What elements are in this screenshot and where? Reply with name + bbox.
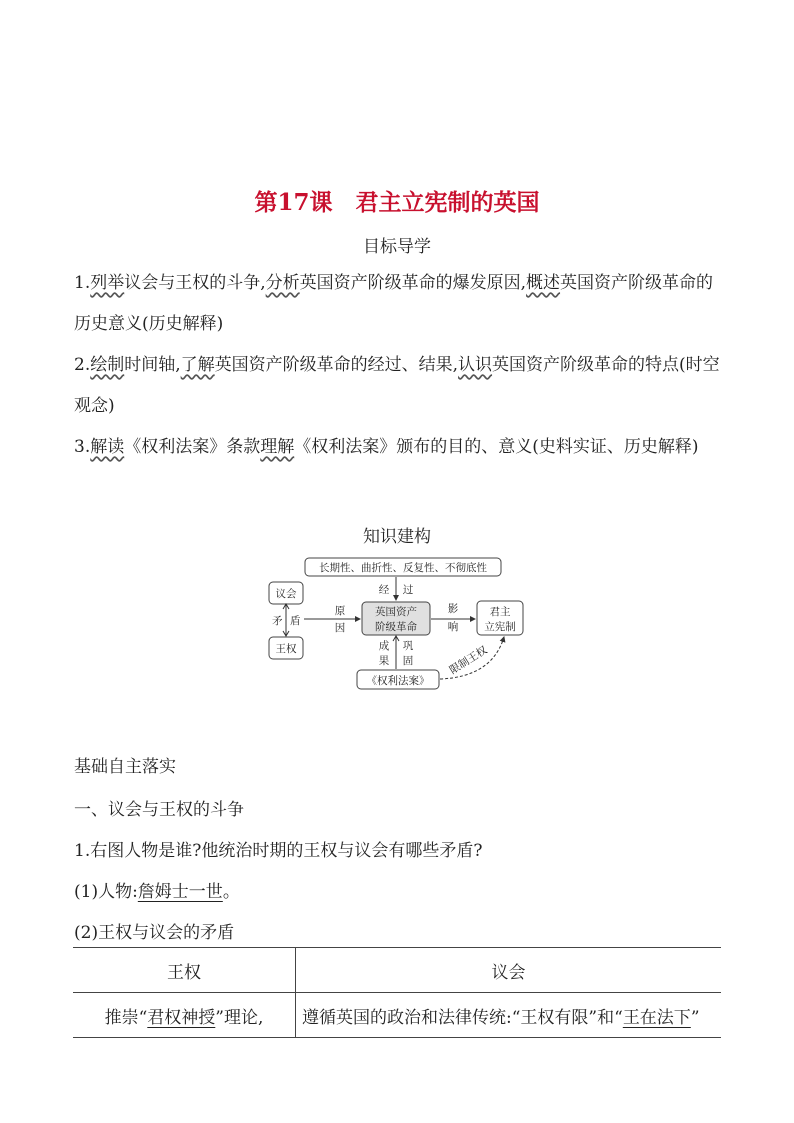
consolidate-label-1: 巩 [402, 640, 414, 652]
parliament-label: 议会 [275, 588, 297, 600]
answer-1 [74, 877, 240, 902]
process-label-1: 经 [378, 584, 390, 596]
emphasis-text: 君权神授 [147, 1007, 216, 1028]
goal-item [74, 345, 724, 427]
text-run: 《权利法案》颁布的目的、意义(史料实证、历史解释) [294, 437, 699, 457]
table-header-row [73, 948, 721, 993]
text-run: 英国资产阶级革命的经过、结果, [214, 355, 459, 375]
text-run: 议会与王权的斗争, [124, 273, 266, 293]
text-run: ”理论, [215, 1007, 264, 1028]
emphasis-text: 解读 [90, 437, 125, 457]
achieve-label-1: 成 [378, 640, 390, 652]
question-1: 1.右图人物是谁?他统治时期的王权与议会有哪些矛盾? [74, 841, 483, 861]
cause-label-1: 原 [334, 605, 346, 617]
emphasis-text: 理解 [260, 437, 295, 457]
table-cell-crown [73, 993, 296, 1038]
page-title: 第17课 君主立宪制的英国 [254, 189, 540, 216]
influence-label-1: 影 [447, 603, 459, 615]
table-header-crown: 王权 [73, 948, 296, 993]
cause-label-2: 因 [334, 622, 346, 634]
center-label-2: 阶级革命 [375, 621, 417, 633]
center-label-1: 英国资产 [375, 606, 417, 618]
text-run: 《权利法案》条款 [124, 437, 261, 457]
emphasis-text: 了解 [180, 355, 215, 375]
answer-1-value: 詹姆士一世 [137, 882, 223, 902]
knowledge-diagram [260, 555, 550, 695]
subquestion-2: (2)王权与议会的矛盾 [74, 923, 235, 943]
emphasis-text: 王在法下 [622, 1007, 691, 1028]
knowledge-heading: 知识建构 [363, 527, 431, 547]
text-run: 遵循英国的政治和法律传统:“王权有限”和“ [302, 1007, 623, 1028]
text-run: ” [690, 1007, 700, 1028]
table-row [73, 993, 721, 1038]
consolidate-label-2: 固 [402, 655, 414, 667]
table-cell-parliament [296, 993, 722, 1038]
text-run: 英国资产阶级革命的爆发原因, [299, 273, 527, 293]
goal-item [74, 263, 724, 345]
limit-label: 限制王权 [447, 644, 490, 677]
text-run: 推崇“ [104, 1007, 148, 1028]
text-run: 2. [74, 355, 91, 375]
emphasis-text: 分析 [265, 273, 300, 293]
emphasis-text: 列举 [90, 273, 125, 293]
achieve-label-2: 果 [378, 655, 390, 667]
conflict-table [73, 947, 721, 1038]
emphasis-text: 概述 [526, 273, 561, 293]
diagram-svg [260, 555, 550, 695]
text-run: 1. [74, 273, 91, 293]
text-run: 英国资产阶级革命的历史意义(历史解释) [74, 273, 714, 334]
text-run: 3. [74, 437, 91, 457]
result-label-2: 立宪制 [484, 621, 516, 633]
answer-1-suffix: 。 [222, 882, 240, 902]
top-box-label: 长期性、曲折性、反复性、不彻底性 [319, 562, 487, 574]
influence-label-2: 响 [447, 621, 459, 633]
bill-label: 《权利法案》 [366, 675, 430, 687]
goals-heading: 目标导学 [363, 237, 431, 257]
text-run: 英国资产阶级革命的特点(时空观念) [74, 355, 720, 416]
text-run: 时间轴, [124, 355, 181, 375]
table-header-parliament: 议会 [296, 948, 722, 993]
goals-list [74, 263, 724, 468]
section1-heading: 一、议会与王权的斗争 [74, 800, 244, 820]
conflict-label-2: 盾 [290, 615, 301, 627]
conflict-label-1: 矛 [272, 615, 283, 627]
result-label-1: 君主 [489, 606, 511, 618]
emphasis-text: 绘制 [90, 355, 125, 375]
process-label-2: 过 [402, 584, 414, 596]
basics-heading: 基础自主落实 [74, 757, 176, 777]
answer-1-prefix: (1)人物: [74, 882, 138, 902]
crown-label: 王权 [275, 643, 297, 655]
goal-item [74, 427, 724, 468]
emphasis-text: 认识 [458, 355, 493, 375]
